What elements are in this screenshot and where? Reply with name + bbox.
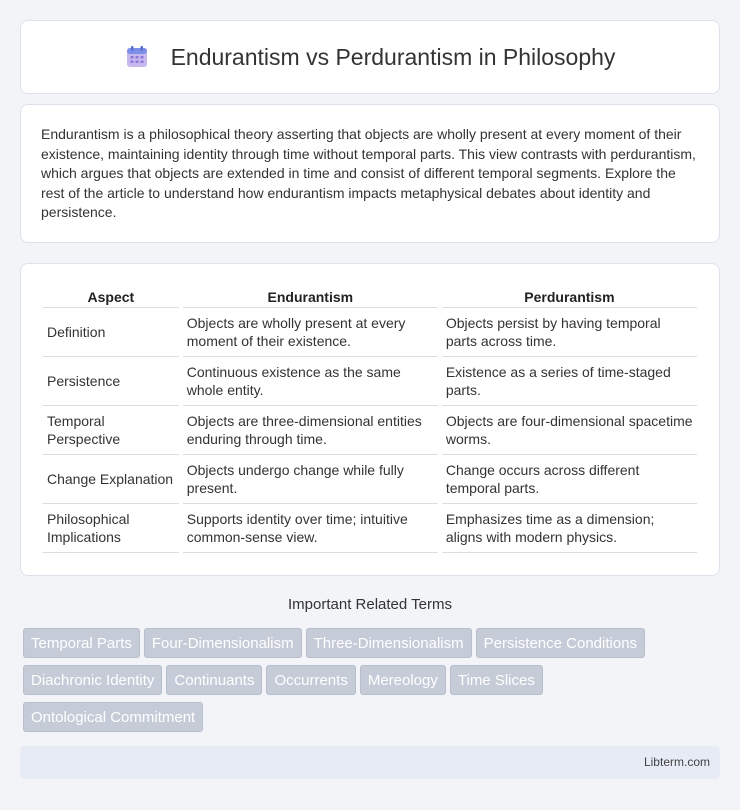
comparison-table (39, 286, 701, 553)
aspect-cell: Persistence (43, 357, 179, 406)
term-tag[interactable]: Diachronic Identity (23, 665, 162, 695)
term-tag[interactable]: Four-Dimensionalism (144, 628, 302, 658)
intro-card (20, 104, 720, 243)
perdurantism-cell: Change occurs across different temporal parts. (442, 455, 697, 504)
perdurantism-cell: Emphasizes time as a dimension; aligns with modern physics. (442, 504, 697, 553)
intro-text: Endurantism is a philosophical theory asserting that objects are wholly present at every moment of their existence, maintaining identity through time without temporal parts. This view contrasts with perdurantism, which argues that objects are extended in time and consist of different temporal segments. Explore the rest of the article to understand how endurantism impacts metaphysical debates about identity and persistence. (41, 126, 696, 220)
header-endurantism: Endurantism (183, 286, 438, 308)
table-header-row (43, 286, 697, 308)
aspect-cell: Philosophical Implications (43, 504, 179, 553)
footer-brand[interactable]: Libterm.com (643, 755, 710, 769)
endurantism-cell: Supports identity over time; intuitive common-sense view. (183, 504, 438, 553)
related-terms-title: Important Related Terms (288, 596, 452, 613)
table-row (43, 504, 697, 553)
term-tag[interactable]: Occurrents (266, 665, 355, 695)
endurantism-cell: Objects are three-dimensional entities enduring through time. (183, 406, 438, 455)
related-terms-list (23, 628, 723, 739)
term-tag[interactable]: Temporal Parts (23, 628, 140, 658)
term-tag[interactable]: Continuants (166, 665, 262, 695)
endurantism-cell: Continuous existence as the same whole entity. (183, 357, 438, 406)
calendar-icon (125, 45, 149, 69)
aspect-cell: Change Explanation (43, 455, 179, 504)
header-aspect: Aspect (43, 286, 179, 308)
title-card (20, 20, 720, 94)
term-tag[interactable]: Ontological Commitment (23, 702, 203, 732)
perdurantism-cell: Objects persist by having temporal parts across time. (442, 308, 697, 357)
table-row (43, 357, 697, 406)
term-tag[interactable]: Persistence Conditions (476, 628, 645, 658)
endurantism-cell: Objects are wholly present at every moment of their existence. (183, 308, 438, 357)
term-tag[interactable]: Three-Dimensionalism (306, 628, 472, 658)
table-row (43, 308, 697, 357)
term-tag[interactable]: Time Slices (450, 665, 543, 695)
endurantism-cell: Objects undergo change while fully present. (183, 455, 438, 504)
footer (20, 746, 720, 779)
perdurantism-cell: Existence as a series of time-staged parts. (442, 357, 697, 406)
term-tag[interactable]: Mereology (360, 665, 446, 695)
aspect-cell: Definition (43, 308, 179, 357)
header-perdurantism: Perdurantism (442, 286, 697, 308)
comparison-card (20, 263, 720, 576)
perdurantism-cell: Objects are four-dimensional spacetime worms. (442, 406, 697, 455)
table-row (43, 455, 697, 504)
page-title: Endurantism vs Perdurantism in Philosophy (170, 43, 616, 70)
table-row (43, 406, 697, 455)
aspect-cell: Temporal Perspective (43, 406, 179, 455)
